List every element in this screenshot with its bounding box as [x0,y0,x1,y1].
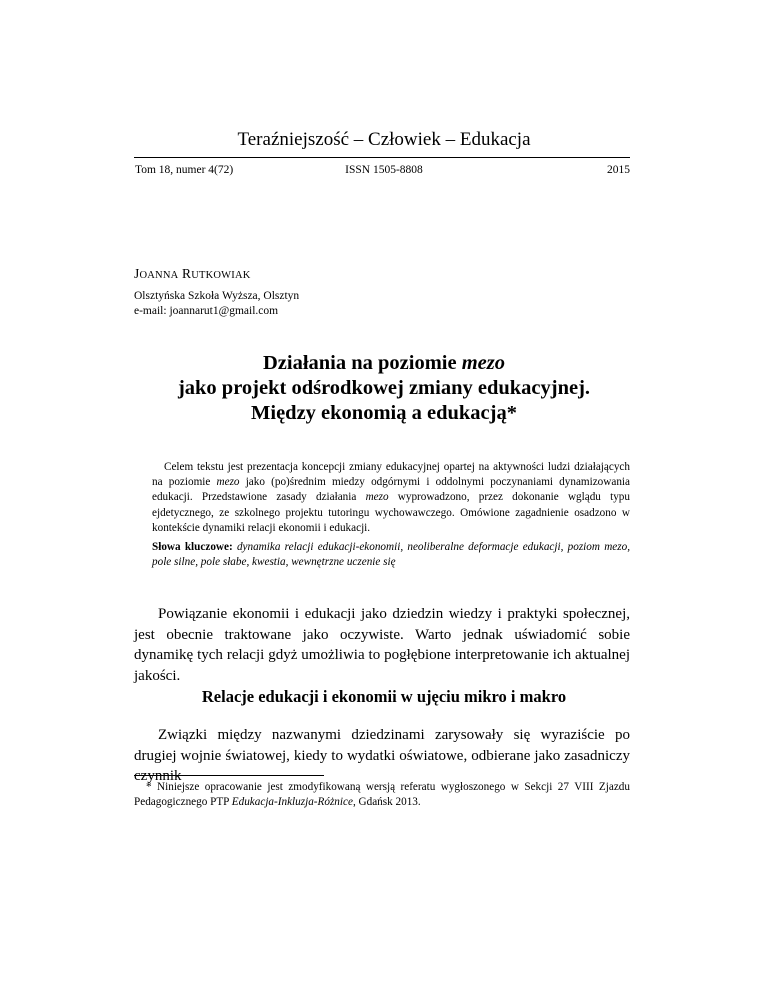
author-affiliation-block [134,289,299,319]
body-paragraph-2: Związki między nazwanymi dziedzinami zarysowały się wyraziście po drugiej wojnie światowej, kiedy to wydatki oświatowe, odbierane jako zasadniczy czynnik [134,727,630,784]
affiliation: Olsztyńska Szkoła Wyższa, Olsztyn [134,290,300,302]
abstract-text-1: Celem tekstu jest prezentacja koncepcji zmiany edukacyjnej opartej na aktywności ludzi działających na poziomie [152,461,630,489]
keywords-text: dynamika relacji edukacji-ekonomii, neoliberalne deformacje edukacji, poziom mezo, pole silne, pole słabe, kwestia, wewnętrzne uczenie się [152,541,630,569]
footnote-text-2: , Gdańsk 2013. [352,796,421,808]
footnote-emphasis: Edukacja-Inkluzja-Różnice [231,796,353,808]
author-first-initial: J [134,266,140,281]
keywords [152,540,630,570]
footnote-text-1: * Niniejsze opracowanie jest zmodyfikowaną wersją referatu wygłoszonego w Sekcji 27 VIII Zjazdu Pedagogicznego PTP [134,781,630,808]
abstract-emphasis-1: mezo [216,476,240,489]
abstract-text-3: wyprowadzono, przez dokonanie wglądu typu ejdetycznego, ze szkolnego projektu tutoringu wychowawczego. Omówione zagadnienie osadzono w kontekście dynamiki relacji ekonomii i edukacji. [152,491,630,534]
journal-title: Teraźniejszość – Człowiek – Edukacja [237,129,531,150]
email: e-mail: joannarut1@gmail.com [134,305,279,317]
footnote [134,780,630,810]
title-line1-emphasis: mezo [461,352,505,374]
header-rule [134,157,630,158]
author-last-rest: UTKOWIAK [191,270,251,281]
article-title [0,351,768,426]
author-last-initial: R [181,266,192,281]
author-name [134,266,251,282]
footnote-rule [134,775,324,776]
abstract-text-2: jako (po)średnim miedzy odgórnymi i oddolnymi poczynaniami dynamizowania edukacji. Przedstawione zasady działania [152,476,630,504]
abstract-emphasis-2: mezo [365,491,389,504]
section-heading: Relacje edukacji i ekonomii w ujęciu mikro i makro [201,687,567,706]
author-first-rest: OANNA [139,270,179,281]
title-line2: jako projekt odśrodkowej zmiany edukacyjnej. [177,377,591,399]
volume-info: Tom 18, numer 4(72) [135,164,234,176]
body-paragraph-1: Powiązanie ekonomii i edukacji jako dziedzin wiedzy i praktyki społecznej, jest obecnie traktowane jako oczywiste. Warto jednak uświadomić sobie dynamikę tych relacji gdyż umożliwia to pogłębione interpretowanie ich aktualnej jakości. [134,606,630,684]
keywords-label: Słowa kluczowe: [152,541,233,553]
abstract [152,460,630,536]
title-line3: Między ekonomią a edukacją* [251,402,517,424]
issn: ISSN 1505-8808 [345,164,423,176]
title-line1: Działania na poziomie [262,352,462,374]
year: 2015 [607,164,630,176]
